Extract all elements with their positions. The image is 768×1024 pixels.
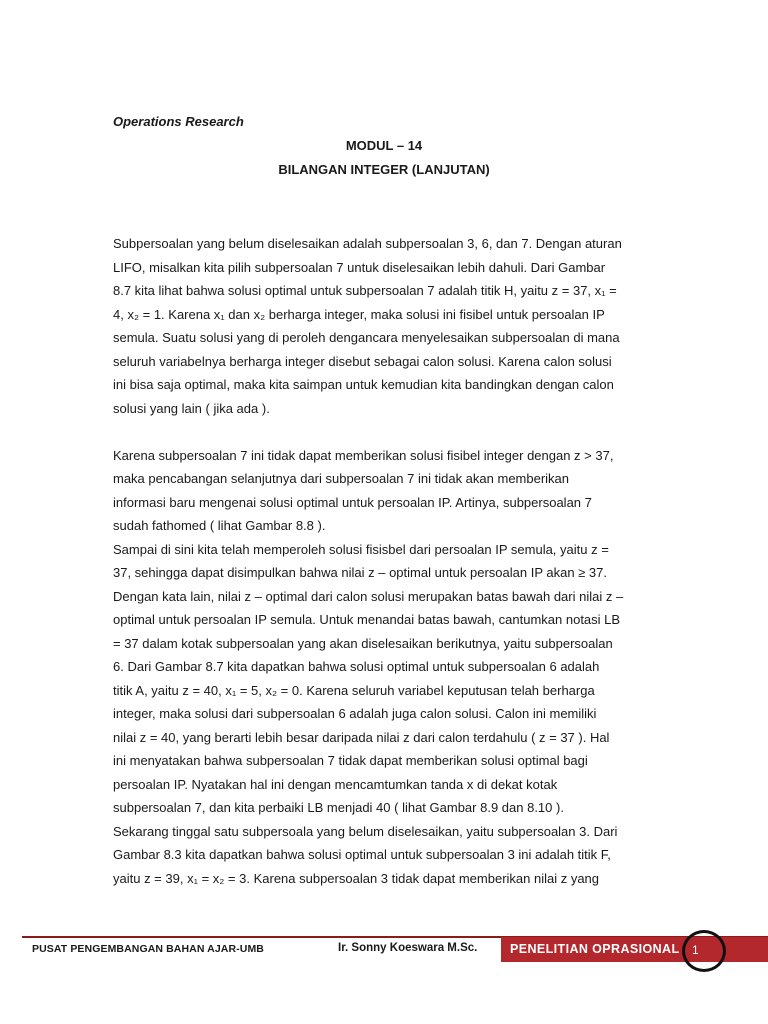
paragraph-gap	[113, 420, 658, 444]
chapter-title: BILANGAN INTEGER (LANJUTAN)	[278, 162, 490, 177]
text-line: solusi yang lain ( jika ada ).	[113, 400, 270, 416]
text-line: 4, x₂ = 1. Karena x₁ dan x₂ berharga integer, maka solusi ini fisibel untuk persoalan IP	[113, 306, 605, 322]
text-line: Gambar 8.3 kita dapatkan bahwa solusi optimal untuk subpersoalan 3 ini adalah titik F,	[113, 847, 611, 862]
text-line: subpersoalan 7, dan kita perbaiki LB menjadi 40 ( lihat Gambar 8.9 dan 8.10 ).	[113, 800, 564, 815]
paragraph-2	[113, 444, 658, 891]
text-line: sudah fathomed ( lihat Gambar 8.8 ).	[113, 518, 326, 533]
document-body	[113, 232, 658, 890]
footer-course-badge	[501, 937, 768, 962]
text-line: titik A, yaitu z = 40, x₁ = 5, x₂ = 0. Karena seluruh variabel keputusan telah berharga	[113, 682, 595, 698]
text-line: LIFO, misalkan kita pilih subpersoalan 7 untuk diselesaikan lebih dahuli. Dari Gambar	[113, 259, 606, 275]
footer-author: Ir. Sonny Koeswara M.Sc.	[338, 942, 478, 954]
text-line: ini menyatakan bahwa subpersoalan 7 tidak dapat memberikan solusi optimal bagi	[113, 753, 588, 768]
footer-institution: PUSAT PENGEMBANGAN BAHAN AJAR-UMB	[32, 943, 264, 955]
text-line: Subpersoalan yang belum diselesaikan adalah subpersoalan 3, 6, dan 7. Dengan aturan	[113, 236, 622, 251]
text-line: yaitu z = 39, x₁ = x₂ = 3. Karena subpersoalan 3 tidak dapat memberikan nilai z yang	[113, 870, 600, 886]
module-number: MODUL – 14	[345, 138, 423, 153]
text-line: ini bisa saja optimal, maka kita saimpan untuk kemudian kita bandingkan dengan calon	[113, 377, 614, 392]
paragraph-1	[113, 232, 658, 420]
text-line: Sekarang tinggal satu subpersoala yang belum diselesaikan, yaitu subpersoalan 3. Dari	[113, 823, 618, 839]
text-line: Sampai di sini kita telah memperoleh solusi fisisbel dari persoalan IP semula, yaitu z =	[113, 541, 609, 557]
course-header: Operations Research	[113, 114, 244, 129]
text-line: Karena subpersoalan 7 ini tidak dapat memberikan solusi fisibel integer dengan z > 37,	[113, 447, 614, 463]
text-line: integer, maka solusi dari subpersoalan 6 adalah juga calon solusi. Calon ini memiliki	[113, 706, 597, 721]
text-line: informasi baru mengenai solusi optimal untuk persoalan IP. Artinya, subpersoalan 7	[113, 494, 592, 510]
text-line: 6. Dari Gambar 8.7 kita dapatkan bahwa solusi optimal untuk subpersoalan 6 adalah	[113, 659, 600, 674]
text-line: nilai z = 40, yang berarti lebih besar daripada nilai z dari calon terdahulu ( z = 37 ). Hal	[113, 729, 610, 745]
text-line: maka pencabangan selanjutnya dari subpersoalan 7 ini tidak akan memberikan	[113, 471, 570, 486]
footer-course-label: PENELITIAN OPRASIONAL	[510, 942, 680, 956]
text-line: semula. Suatu solusi yang di peroleh dengancara menyelesaikan subpersoalan di mana	[113, 330, 620, 345]
page-number: 1	[692, 943, 699, 957]
text-line: seluruh variabelnya berharga integer disebut sebagai calon solusi. Karena calon solusi	[113, 353, 612, 369]
text-line: persoalan IP. Nyatakan hal ini dengan mencamtumkan tanda x di dekat kotak	[113, 776, 558, 792]
text-line: = 37 dalam kotak subpersoalan yang akan diselesaikan berikutnya, yaitu subpersoalan	[113, 635, 613, 651]
text-line: optimal untuk persoalan IP semula. Untuk menandai batas bawah, cantumkan notasi LB	[113, 612, 621, 627]
text-line: 8.7 kita lihat bahwa solusi optimal untuk subpersoalan 7 adalah titik H, yaitu z = 37, x₁ =	[113, 283, 617, 298]
page-number-circle	[682, 930, 726, 972]
text-line: 37, sehingga dapat disimpulkan bahwa nilai z – optimal untuk persoalan IP akan ≥ 37.	[113, 565, 607, 580]
text-line: Dengan kata lain, nilai z – optimal dari calon solusi merupakan batas bawah dari nilai z –	[113, 588, 624, 604]
